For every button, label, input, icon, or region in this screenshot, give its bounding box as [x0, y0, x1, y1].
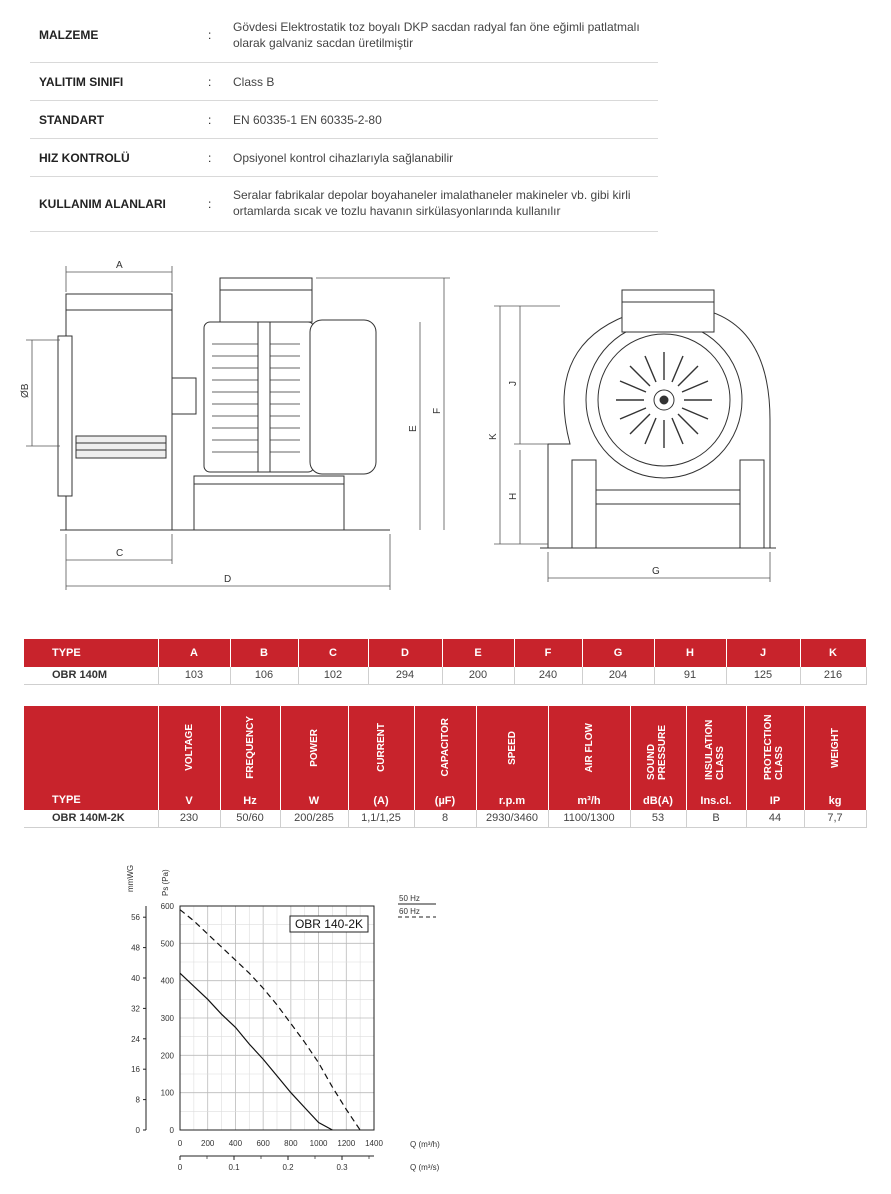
dim-cell: 103 [158, 667, 230, 684]
side-view [58, 278, 390, 530]
perf-unit: Ins.cl. [686, 792, 746, 810]
perf-cell: 8 [414, 810, 476, 827]
dim-label-d: D [224, 574, 232, 585]
dim-label-j: J [508, 381, 519, 386]
spec-label: YALITIM SINIFI [39, 75, 124, 89]
x-tick-label: 400 [228, 1139, 243, 1148]
y2-tick-label: 32 [131, 1004, 140, 1014]
spec-colon: : [208, 75, 212, 89]
perf-header: SOUND PRESSURE [646, 724, 668, 780]
spec-label: STANDART [39, 113, 105, 127]
dim-label-b: ØB [20, 383, 31, 398]
dim-header: F [514, 639, 582, 667]
y2-tick-label: 24 [131, 1034, 140, 1044]
dimension-table [24, 639, 867, 685]
dim-cell-type: OBR 140M [24, 667, 158, 684]
series-line-60hz [180, 910, 360, 1130]
perf-cell: 200/285 [280, 810, 348, 827]
x2-tick-label: 0.1 [228, 1163, 240, 1172]
dim-cell: 102 [298, 667, 368, 684]
performance-table [24, 706, 867, 828]
spec-value: Seralar fabrikalar depolar boyahaneler imalathaneler makineler vb. gibi kirli ortamlarda sıcak ve tozlu havanın sirkülasyonlarında kullanılır [233, 188, 631, 218]
y-tick-label: 200 [160, 1051, 174, 1061]
dim-cell: 216 [800, 667, 866, 684]
y-tick-label: 500 [160, 939, 174, 949]
dim-header: E [442, 639, 514, 667]
y-tick-label: 100 [160, 1088, 174, 1098]
perf-unit: IP [746, 792, 804, 810]
y2-tick-label: 40 [131, 974, 140, 983]
perf-unit: dB(A) [630, 792, 686, 810]
perf-header: FREQUENCY [244, 716, 256, 779]
perf-header-type: TYPE [24, 706, 158, 810]
perf-cell: 44 [746, 810, 804, 827]
perf-cell: 53 [630, 810, 686, 827]
spec-colon: : [208, 28, 212, 42]
dim-cell: 91 [654, 667, 726, 684]
chart-curves [180, 910, 360, 1130]
perf-header: POWER [308, 728, 320, 767]
perf-cell: 230 [158, 810, 220, 827]
perf-unit: kg [804, 792, 866, 810]
y-axis-label: Ps (Pa) [161, 869, 170, 896]
spec-label: HIZ KONTROLÜ [39, 151, 130, 165]
perf-cell: 1100/1300 [548, 810, 630, 827]
dim-label-a: A [116, 260, 123, 271]
perf-cell: 1,1/1,25 [348, 810, 414, 827]
x-tick-label: 1200 [337, 1139, 356, 1148]
technical-drawings [0, 248, 891, 598]
dim-header: H [654, 639, 726, 667]
dim-header: C [298, 639, 368, 667]
y2-tick-label: 8 [135, 1095, 140, 1105]
series-line-50hz [180, 973, 332, 1130]
spec-row-hiz [30, 139, 658, 177]
spec-row-malzeme [30, 12, 658, 63]
perf-cell: 50/60 [220, 810, 280, 827]
x2-tick-label: 0 [177, 1163, 183, 1172]
table-row [24, 667, 866, 684]
dim-label-k: K [488, 433, 499, 440]
legend-60hz: 60 Hz [399, 907, 420, 916]
perf-cell: 2930/3460 [476, 810, 548, 827]
perf-header: VOLTAGE [183, 724, 195, 771]
dim-header: D [368, 639, 442, 667]
y-tick-label: 300 [160, 1014, 174, 1023]
y2-tick-label: 56 [131, 913, 140, 923]
chart-legend [398, 894, 436, 917]
dim-header: A [158, 639, 230, 667]
spec-value: EN 60335-1 EN 60335-2-80 [233, 113, 382, 127]
spec-label: KULLANIM ALANLARI [39, 197, 166, 211]
dim-header: K [800, 639, 866, 667]
dim-cell: 106 [230, 667, 298, 684]
y-tick-label: 400 [160, 976, 174, 986]
spec-row-yalitim [30, 63, 658, 101]
dimension-header-row [24, 639, 866, 667]
spec-row-standart [30, 101, 658, 139]
spec-colon: : [208, 197, 212, 211]
spec-label: MALZEME [39, 28, 99, 42]
perf-unit: W [280, 792, 348, 810]
perf-unit: (A) [348, 792, 414, 810]
dim-cell: 200 [442, 667, 514, 684]
perf-header: CAPACITOR [439, 718, 451, 777]
dim-cell: 125 [726, 667, 800, 684]
x-tick-label: 200 [201, 1139, 215, 1148]
perf-unit: Hz [220, 792, 280, 810]
x-tick-label: 800 [284, 1139, 298, 1148]
perf-header: WEIGHT [829, 727, 841, 768]
perf-unit: V [158, 792, 220, 810]
spec-row-kullanim [30, 177, 658, 232]
y2-axis-label: mmWG [126, 864, 135, 892]
x-axis-label: Q (m³/h) [410, 1140, 440, 1149]
perf-unit: r.p.m [476, 792, 548, 810]
perf-header: CURRENT [375, 723, 387, 772]
chart-title: OBR 140-2K [294, 917, 364, 931]
spec-value: Class B [233, 75, 275, 89]
chart-ticks [131, 902, 383, 1172]
perf-cell: 7,7 [804, 810, 866, 827]
perf-unit: m³/h [548, 792, 630, 810]
chart-grid [180, 906, 374, 1130]
spec-value: Gövdesi Elektrostatik toz boyalı DKP sacdan radyal fan öne eğimli patlatmalı olarak galvaniz sacdan üretilmiştir [233, 20, 640, 50]
perf-header: AIR FLOW [583, 722, 595, 773]
perf-header: SPEED [506, 730, 518, 765]
legend-50hz: 50 Hz [399, 894, 420, 903]
dim-label-g: G [652, 566, 660, 577]
perf-cell: B [686, 810, 746, 827]
spec-colon: : [208, 113, 212, 127]
x2-axis-label: Q (m³/s) [410, 1163, 440, 1172]
x2-tick-label: 0.3 [336, 1163, 348, 1172]
dim-header-type: TYPE [24, 639, 158, 667]
dim-cell: 204 [582, 667, 654, 684]
table-row [24, 810, 866, 827]
performance-chart [0, 860, 891, 1190]
dim-label-e: E [408, 425, 419, 432]
perf-header: PROTECTION CLASS [763, 713, 785, 780]
perf-unit: (µF) [414, 792, 476, 810]
spec-value: Opsiyonel kontrol cihazlarıyla sağlanabilir [233, 151, 454, 165]
front-view [540, 290, 776, 548]
y-tick-label: 0 [169, 1126, 174, 1135]
y-tick-label: 600 [160, 902, 174, 911]
dim-label-h: H [508, 492, 519, 500]
dim-label-c: C [116, 548, 124, 559]
perf-cell-type: OBR 140M-2K [24, 810, 158, 827]
x-tick-label: 600 [256, 1139, 270, 1148]
dim-cell: 240 [514, 667, 582, 684]
x-tick-label: 1000 [309, 1139, 328, 1148]
spec-colon: : [208, 151, 212, 165]
performance-header-row [24, 706, 866, 792]
x-tick-label: 1400 [365, 1139, 383, 1148]
dim-header: J [726, 639, 800, 667]
y2-tick-label: 16 [131, 1065, 140, 1075]
dim-cell: 294 [368, 667, 442, 684]
dim-header: G [582, 639, 654, 667]
perf-header: INSULATION CLASS [704, 719, 726, 780]
y2-tick-label: 48 [131, 943, 140, 953]
x-tick-label: 0 [177, 1139, 183, 1148]
dim-header: B [230, 639, 298, 667]
y2-tick-label: 0 [135, 1126, 140, 1135]
dim-label-f: F [432, 407, 443, 414]
x2-tick-label: 0.2 [282, 1163, 294, 1172]
